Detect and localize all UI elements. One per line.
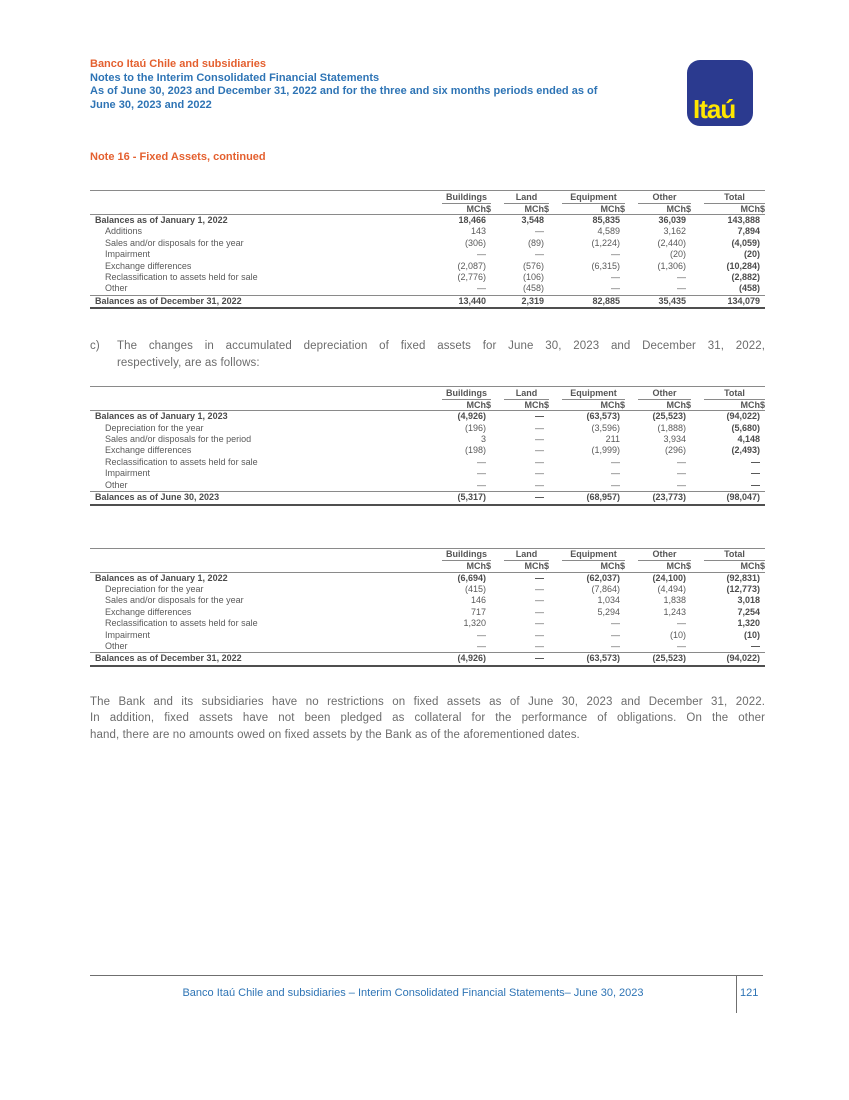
unit-header: MCh$	[549, 561, 625, 572]
cell-value: 3,162	[663, 226, 686, 237]
cell-value: (2,440)	[657, 237, 686, 248]
cell-value: 211	[605, 434, 620, 445]
cell-value: 7,254	[737, 606, 760, 617]
table-row	[90, 272, 765, 283]
column-header: Equipment	[549, 548, 625, 561]
unit-header: MCh$	[549, 204, 625, 215]
row-label: Exchange differences	[105, 445, 192, 456]
row-label: Other	[105, 479, 128, 490]
cell-value: (458)	[738, 283, 760, 294]
cell-value: —	[477, 479, 486, 490]
cell-value: —	[477, 468, 486, 479]
cell-value: 134,079	[691, 295, 765, 308]
table-row	[90, 283, 765, 295]
unit-header: MCh$	[429, 400, 491, 411]
cell-value: —	[535, 249, 544, 260]
unit-header: MCh$	[491, 400, 549, 411]
cell-value: —	[751, 640, 760, 651]
cell-value: —	[491, 653, 549, 666]
cell-value: —	[677, 272, 686, 283]
cell-value: (198)	[464, 445, 486, 456]
unit-header: MCh$	[625, 204, 691, 215]
unit-header: MCh$	[429, 204, 491, 215]
row-label: Reclassification to assets held for sale	[105, 456, 258, 467]
table-row	[90, 238, 765, 249]
text-line: Notes to the Interim Consolidated Financial Statements	[90, 71, 380, 84]
cell-value: (2,493)	[731, 445, 760, 456]
itau-logo	[687, 60, 753, 126]
note-title: Note 16 - Fixed Assets, continued	[90, 151, 266, 163]
column-header: Buildings	[429, 191, 491, 204]
cell-value: (2,882)	[731, 272, 760, 283]
column-header: Other	[625, 191, 691, 204]
column-header: Equipment	[549, 387, 625, 400]
cell-value: (5,680)	[731, 422, 760, 433]
column-header: Other	[625, 387, 691, 400]
unit-header: MCh$	[625, 561, 691, 572]
row-label: Sales and/or disposals for the period	[105, 434, 252, 445]
cell-value: (6,315)	[591, 260, 620, 271]
cell-value: (1,888)	[657, 422, 686, 433]
row-label: Reclassification to assets held for sale	[105, 272, 258, 283]
cell-value: (62,037)	[586, 572, 620, 583]
cell-value: —	[535, 606, 544, 617]
cell-value: (2,776)	[457, 272, 486, 283]
cell-value: 717	[470, 606, 486, 617]
cell-value: (23,773)	[625, 492, 691, 505]
cell-value: 13,440	[429, 295, 491, 308]
cell-value: (196)	[464, 422, 486, 433]
cell-value: (458)	[522, 283, 544, 294]
cell-value: —	[677, 618, 686, 629]
row-label: Sales and/or disposals for the year	[105, 237, 244, 248]
footer-text: Banco Itaú Chile and subsidiaries – Interim Consolidated Financial Statements– June 30, 2023	[182, 987, 644, 999]
row-label: Other	[105, 640, 128, 651]
cell-value: —	[751, 479, 760, 490]
table-row	[90, 434, 765, 445]
text-line: respectively, are as follows:	[117, 356, 260, 369]
cell-value: (25,523)	[652, 411, 686, 422]
cell-value: —	[535, 629, 544, 640]
cell-value: (5,317)	[429, 492, 491, 505]
unit-header: MCh$	[691, 204, 765, 215]
cell-value: 1,034	[597, 595, 620, 606]
table-row	[90, 295, 765, 308]
cell-value: (63,573)	[549, 653, 625, 666]
table-row	[90, 572, 765, 584]
list-marker-c: c)	[90, 340, 100, 353]
column-header-row	[90, 191, 765, 204]
cell-value: —	[677, 456, 686, 467]
cell-value: (296)	[664, 445, 686, 456]
paragraph-c	[90, 338, 765, 371]
cell-value: —	[491, 492, 549, 505]
table-row	[90, 618, 765, 629]
unit-header: MCh$	[491, 204, 549, 215]
column-header: Land	[491, 548, 549, 561]
table-row	[90, 584, 765, 595]
cell-value: 3	[480, 434, 486, 445]
cell-value: (10)	[669, 629, 686, 640]
cell-value: —	[611, 468, 620, 479]
closing-paragraph	[90, 694, 765, 744]
corner-cell	[90, 548, 429, 561]
accumulated-depreciation-2023-table	[90, 386, 765, 505]
cell-value: —	[677, 479, 686, 490]
cell-value: 3,548	[521, 215, 544, 225]
table-row	[90, 457, 765, 468]
cell-value: (4,926)	[457, 411, 486, 422]
cell-value: (94,022)	[726, 411, 760, 422]
cell-value: 82,885	[549, 295, 625, 308]
cell-value: —	[751, 468, 760, 479]
cell-value: —	[535, 479, 544, 490]
table-row	[90, 226, 765, 237]
row-label: Impairment	[105, 249, 151, 260]
unit-header: MCh$	[491, 561, 549, 572]
corner-cell	[90, 191, 429, 204]
cell-value: (7,864)	[591, 583, 620, 594]
cell-value: —	[535, 445, 544, 456]
cell-value: (4,494)	[657, 583, 686, 594]
table-row	[90, 261, 765, 272]
cell-value: —	[535, 618, 544, 629]
text-line: As of June 30, 2023 and December 31, 2022 and for the three and six months periods ended as of	[90, 85, 598, 97]
cell-value: —	[751, 456, 760, 467]
cell-value: —	[477, 629, 486, 640]
cell-value: (1,224)	[591, 237, 620, 248]
table-row	[90, 411, 765, 423]
unit-header: MCh$	[691, 400, 765, 411]
page-footer	[90, 975, 763, 1013]
unit-row	[90, 204, 765, 215]
cell-value: 2,319	[491, 295, 549, 308]
cell-value: 85,835	[592, 215, 620, 225]
unit-row	[90, 561, 765, 572]
cell-value: —	[535, 572, 544, 583]
cell-value: —	[535, 640, 544, 651]
table-row	[90, 607, 765, 618]
cell-value: —	[611, 456, 620, 467]
page-content	[90, 58, 765, 743]
cell-value: —	[535, 456, 544, 467]
row-label: Balances as of January 1, 2022	[95, 215, 228, 225]
cell-value: 3,934	[663, 434, 686, 445]
cell-value: —	[477, 456, 486, 467]
column-header: Total	[691, 387, 765, 400]
cell-value: (3,596)	[591, 422, 620, 433]
cell-value: —	[611, 640, 620, 651]
table-row	[90, 641, 765, 653]
table-row	[90, 595, 765, 606]
cell-value: 1,320	[463, 618, 486, 629]
row-label: Other	[105, 283, 128, 294]
footer-content	[90, 976, 763, 1013]
corner-cell	[90, 400, 429, 411]
column-header: Land	[491, 387, 549, 400]
cell-value: —	[611, 629, 620, 640]
cell-value: (24,100)	[652, 572, 686, 583]
cell-value: —	[477, 249, 486, 260]
corner-cell	[90, 204, 429, 215]
cell-value: —	[611, 272, 620, 283]
cell-value: —	[611, 479, 620, 490]
row-label: Balances as of June 30, 2023	[90, 492, 429, 505]
accumulated-depreciation-2022-table	[90, 548, 765, 667]
cell-value: (20)	[669, 249, 686, 260]
corner-cell	[90, 387, 429, 400]
cell-value: —	[477, 640, 486, 651]
row-label: Exchange differences	[105, 260, 192, 271]
cell-value: 5,294	[597, 606, 620, 617]
cell-value: (4,926)	[429, 653, 491, 666]
column-header: Equipment	[549, 191, 625, 204]
table-row	[90, 249, 765, 260]
column-header: Buildings	[429, 548, 491, 561]
text-line: The Bank and its subsidiaries have no restrictions on fixed assets as of June 30, 2023 and December 31, 2022.	[90, 695, 765, 708]
table-row	[90, 423, 765, 434]
cell-value: (106)	[522, 272, 544, 283]
paragraph-c-text	[117, 338, 765, 371]
itau-logo-text: Itaú	[693, 94, 736, 124]
column-header: Other	[625, 548, 691, 561]
cell-value: 4,148	[737, 434, 760, 445]
document-title	[90, 72, 686, 113]
cell-value: (2,087)	[457, 260, 486, 271]
text-line: hand, there are no amounts owed on fixed assets by the Bank as of the aforementioned dates.	[90, 728, 580, 741]
row-label: Balances as of January 1, 2022	[95, 572, 228, 583]
cell-value: —	[611, 618, 620, 629]
column-header: Total	[691, 548, 765, 561]
cell-value: (68,957)	[549, 492, 625, 505]
cell-value: —	[535, 468, 544, 479]
cell-value: —	[611, 249, 620, 260]
header-text-block	[90, 58, 686, 112]
cell-value: 146	[470, 595, 486, 606]
cell-value: 3,018	[737, 595, 760, 606]
cell-value: —	[535, 434, 544, 445]
row-label: Balances as of January 1, 2023	[95, 411, 228, 422]
row-label: Depreciation for the year	[105, 422, 204, 433]
row-label: Exchange differences	[105, 606, 192, 617]
row-label: Reclassification to assets held for sale	[105, 618, 258, 629]
cell-value: (98,047)	[691, 492, 765, 505]
cell-value: 7,894	[737, 226, 760, 237]
cell-value: —	[535, 226, 544, 237]
document-header	[90, 58, 765, 126]
company-name: Banco Itaú Chile and subsidiaries	[90, 58, 267, 70]
text-line: June 30, 2023 and 2022	[90, 98, 212, 111]
table-row	[90, 445, 765, 456]
cell-value: —	[535, 595, 544, 606]
fixed-assets-cost-2022-table	[90, 190, 765, 309]
cell-value: (1,306)	[657, 260, 686, 271]
cell-value: (10,284)	[726, 260, 760, 271]
cell-value: 1,320	[737, 618, 760, 629]
table-row	[90, 215, 765, 227]
cell-value: (1,999)	[591, 445, 620, 456]
row-label: Balances as of December 31, 2022	[90, 295, 429, 308]
cell-value: (6,694)	[457, 572, 486, 583]
cell-value: 1,243	[663, 606, 686, 617]
corner-cell	[90, 561, 429, 572]
cell-value: 4,589	[597, 226, 620, 237]
unit-row	[90, 400, 765, 411]
row-label: Impairment	[105, 629, 151, 640]
cell-value: (92,831)	[726, 572, 760, 583]
cell-value: 18,466	[458, 215, 486, 225]
cell-value: —	[677, 283, 686, 294]
unit-header: MCh$	[625, 400, 691, 411]
column-header: Land	[491, 191, 549, 204]
cell-value: (576)	[522, 260, 544, 271]
cell-value: (25,523)	[625, 653, 691, 666]
row-label: Impairment	[105, 468, 151, 479]
cell-value: 35,435	[625, 295, 691, 308]
table-row	[90, 630, 765, 641]
table-row	[90, 480, 765, 492]
row-label: Depreciation for the year	[105, 583, 204, 594]
table-row	[90, 468, 765, 479]
row-label: Sales and/or disposals for the year	[105, 595, 244, 606]
unit-header: MCh$	[549, 400, 625, 411]
cell-value: 143	[470, 226, 486, 237]
column-header: Total	[691, 191, 765, 204]
row-label: Additions	[105, 226, 143, 237]
cell-value: —	[535, 583, 544, 594]
text-line: In addition, fixed assets have not been pledged as collateral for the performance of obligations. On the other	[90, 712, 765, 725]
cell-value: (415)	[464, 583, 486, 594]
cell-value: —	[677, 640, 686, 651]
column-header-row	[90, 387, 765, 400]
cell-value: 143,888	[727, 215, 760, 225]
cell-value: —	[477, 283, 486, 294]
column-header-row	[90, 548, 765, 561]
cell-value: —	[535, 422, 544, 433]
unit-header: MCh$	[429, 561, 491, 572]
table-row	[90, 492, 765, 505]
cell-value: —	[611, 283, 620, 294]
cell-value: (63,573)	[586, 411, 620, 422]
cell-value: 36,039	[658, 215, 686, 225]
cell-value: (94,022)	[691, 653, 765, 666]
cell-value: (20)	[743, 249, 760, 260]
cell-value: (12,773)	[726, 583, 760, 594]
cell-value: —	[677, 468, 686, 479]
unit-header: MCh$	[691, 561, 765, 572]
cell-value: —	[535, 411, 544, 422]
row-label: Balances as of December 31, 2022	[90, 653, 429, 666]
cell-value: (4,059)	[731, 237, 760, 248]
table-row	[90, 653, 765, 666]
text-line: The changes in accumulated depreciation of fixed assets for June 30, 2023 and December 31, 2022,	[117, 340, 765, 353]
cell-value: (306)	[464, 237, 486, 248]
cell-value: 1,838	[663, 595, 686, 606]
cell-value: (89)	[527, 237, 544, 248]
page-number: 121	[736, 976, 763, 1013]
cell-value: (10)	[743, 629, 760, 640]
column-header: Buildings	[429, 387, 491, 400]
